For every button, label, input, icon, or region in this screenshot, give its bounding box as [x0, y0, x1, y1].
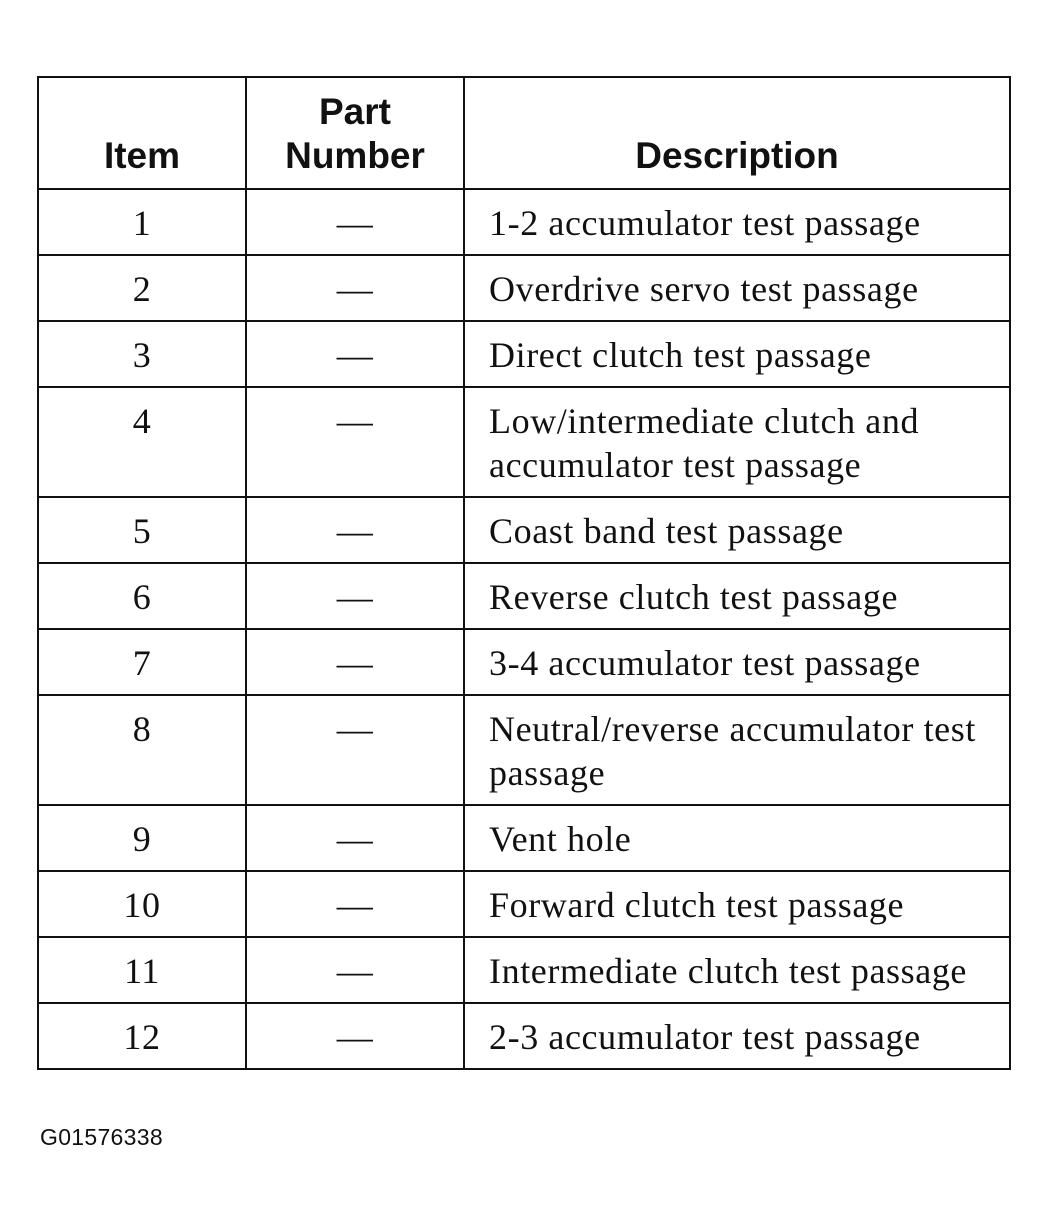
table-row: [38, 387, 1010, 497]
table-row: [38, 871, 1010, 937]
cell-part-number: —: [246, 805, 464, 871]
cell-part-number: —: [246, 189, 464, 255]
cell-part-number: —: [246, 497, 464, 563]
cell-part-number: —: [246, 629, 464, 695]
cell-item: 11: [38, 937, 246, 1003]
cell-part-number: —: [246, 1003, 464, 1069]
cell-description: Neutral/reverse accumulator test passage: [464, 695, 1010, 805]
figure-code: G01576338: [40, 1124, 163, 1150]
cell-item: 5: [38, 497, 246, 563]
cell-item: 3: [38, 321, 246, 387]
cell-part-number: —: [246, 321, 464, 387]
cell-description: 3-4 accumulator test passage: [464, 629, 1010, 695]
cell-description: Vent hole: [464, 805, 1010, 871]
header-row: [38, 77, 1010, 189]
cell-item: 7: [38, 629, 246, 695]
cell-description: Reverse clutch test passage: [464, 563, 1010, 629]
table-row: [38, 937, 1010, 1003]
cell-description: Low/intermediate clutch and accumulator test passage: [464, 387, 1010, 497]
table-body: [38, 189, 1010, 1069]
cell-item: 10: [38, 871, 246, 937]
cell-item: 9: [38, 805, 246, 871]
cell-part-number: —: [246, 937, 464, 1003]
cell-item: 4: [38, 387, 246, 497]
table-row: [38, 255, 1010, 321]
table-row: [38, 629, 1010, 695]
cell-item: 6: [38, 563, 246, 629]
header-part-number: [246, 77, 464, 189]
cell-item: 1: [38, 189, 246, 255]
table-row: [38, 805, 1010, 871]
table-row: [38, 321, 1010, 387]
cell-description: 2-3 accumulator test passage: [464, 1003, 1010, 1069]
header-part-number-line1: Part: [319, 91, 391, 132]
cell-item: 2: [38, 255, 246, 321]
cell-description: Direct clutch test passage: [464, 321, 1010, 387]
cell-part-number: —: [246, 563, 464, 629]
cell-part-number: —: [246, 871, 464, 937]
header-item: Item: [38, 77, 246, 189]
header-description: Description: [464, 77, 1010, 189]
table-row: [38, 1003, 1010, 1069]
cell-description: 1-2 accumulator test passage: [464, 189, 1010, 255]
cell-part-number: —: [246, 255, 464, 321]
cell-description: Overdrive servo test passage: [464, 255, 1010, 321]
cell-part-number: —: [246, 695, 464, 805]
cell-part-number: —: [246, 387, 464, 497]
cell-description: Forward clutch test passage: [464, 871, 1010, 937]
cell-description: Intermediate clutch test passage: [464, 937, 1010, 1003]
table-row: [38, 189, 1010, 255]
table-row: [38, 563, 1010, 629]
table-row: [38, 497, 1010, 563]
cell-item: 12: [38, 1003, 246, 1069]
header-part-number-line2: Number: [285, 135, 425, 176]
table-row: [38, 695, 1010, 805]
parts-table: [37, 76, 1011, 1070]
cell-description: Coast band test passage: [464, 497, 1010, 563]
cell-item: 8: [38, 695, 246, 805]
